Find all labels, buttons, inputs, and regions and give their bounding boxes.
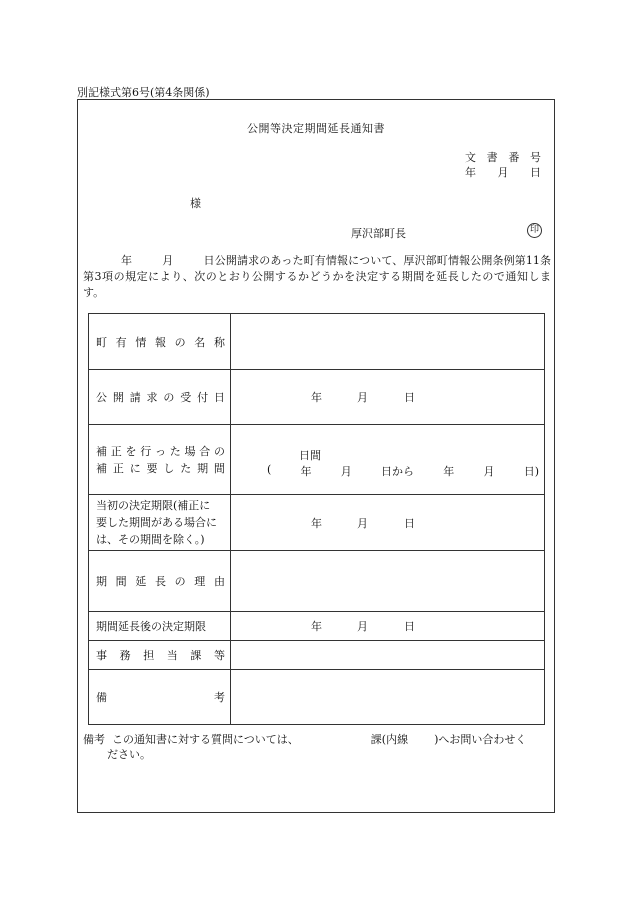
document-date-year: 年 [465,166,476,179]
label-char: 受 [180,391,192,404]
label-char: 延 [135,575,147,588]
label-char: 町 [96,335,107,349]
range-from-year: 年 [300,465,312,478]
details-table [88,313,545,725]
document-number-char: 番 [508,151,520,164]
footnote-text: この通知書に対する質問については、 [112,733,299,746]
document-title: 公開等決定期間延長通知書 [247,122,385,135]
label-char: 日 [213,391,225,404]
label-char: 考 [214,691,225,704]
label-char: た [180,461,192,475]
body-year: 年 [121,254,133,267]
date-day: 日 [404,391,415,404]
label-char: 期 [96,575,107,588]
label-char: 間 [213,461,225,475]
label-char: た [169,444,181,458]
label-char: 称 [213,335,225,349]
label-char: 務 [119,649,131,662]
label-text: 期間延長後の決定期限 [96,620,206,633]
date-day: 日 [404,620,415,633]
document-number-char: 号 [529,151,541,164]
body-text: 日公開請求のあった町有情報について、厚沢部町情報公開条例第11条第3項の規定により、次のとおり公開するかどうかを決定する期間を延長したので通知します。 [83,254,552,299]
label-char: っ [155,444,166,458]
table-row [89,641,545,670]
label-char: 期 [197,461,209,475]
label-char: 正 [112,461,124,475]
label-char: 間 [115,575,127,588]
date-month: 月 [357,620,368,633]
label-char: の [214,444,225,458]
request-received-label [89,370,231,425]
remarks-label [89,670,231,725]
label-char: 求 [146,391,158,404]
notice-form [77,99,555,813]
table-row [89,314,545,370]
label-char: 名 [194,335,206,349]
label-char: 情 [135,335,147,349]
range-to-month: 月 [483,465,495,478]
footnote-line [83,732,551,747]
label-char: 場 [184,444,196,458]
document-date-day: 日 [530,166,541,179]
footnote-line: ださい。 [107,748,151,761]
label-char: し [163,461,175,475]
extension-reason-label [89,551,231,612]
footnote-prefix: 備考 [83,733,105,746]
range-to-day: 日) [523,465,539,478]
date-year: 年 [311,391,322,404]
table-row [89,670,545,725]
label-char: に [129,461,141,475]
document-date-month: 月 [497,166,509,179]
label-char: 当 [166,649,178,662]
correction-period-label [89,425,231,495]
document-number-char: 文 [465,151,476,164]
document-number-char: 書 [486,151,498,164]
seal-mark: 印 [527,223,542,238]
label-char: 正 [110,444,122,458]
label-char: 合 [199,444,211,458]
label-char: 等 [213,649,225,662]
department-value[interactable] [231,641,545,670]
form-reference: 別記様式第6号(第4条関係) [77,86,210,99]
info-name-label [89,314,231,370]
info-name-value[interactable] [231,314,545,370]
label-char: 課 [190,649,202,662]
label-char: を [125,444,137,458]
department-label [89,641,231,670]
label-char: 由 [213,575,225,588]
initial-deadline-label [89,495,231,551]
addressee-honorific: 様 [190,197,201,210]
label-char: 備 [96,691,107,704]
correction-period-value[interactable] [231,425,545,495]
body-month: 月 [162,254,174,267]
extended-deadline-label [89,612,231,641]
date-year: 年 [311,516,322,530]
range-to-year: 年 [443,465,455,478]
label-char: 要 [146,461,158,475]
correction-days: 日間 [299,449,321,462]
request-received-date[interactable] [231,370,545,425]
label-line: 要した期間がある場合に [96,516,217,529]
label-char: 補 [96,444,107,458]
label-char: 補 [96,461,107,475]
label-char: 担 [143,649,155,662]
table-row [89,425,545,495]
label-char: 行 [140,444,152,458]
label-char: の [163,391,175,404]
label-char: 開 [112,391,124,404]
extension-reason-value[interactable] [231,551,545,612]
label-char: 理 [194,575,206,588]
label-line: は、その期間を除く。) [96,533,205,546]
initial-deadline-date[interactable] [231,495,545,551]
footnote-text: 課(内線 [370,733,409,746]
range-from-month: 月 [340,465,352,478]
notice-body [83,253,551,301]
label-char: 事 [96,649,107,662]
label-char: の [174,335,186,349]
date-month: 月 [357,391,368,404]
document-number-label [465,149,541,165]
label-char: 付 [197,391,209,404]
table-row [89,495,545,551]
document-date [465,164,541,180]
date-year: 年 [311,620,322,633]
label-char: 請 [129,391,141,404]
label-char: 報 [154,335,166,349]
label-char: 長 [154,575,166,588]
label-char: 有 [115,335,127,349]
date-month: 月 [357,516,368,530]
issuer-name: 厚沢部町長 [351,227,406,240]
footnote-text: )へお問い合わせく [434,733,527,746]
table-row [89,612,545,641]
range-from-day: 日から [381,465,414,478]
extended-deadline-date[interactable] [231,612,545,641]
footnote [83,732,551,762]
label-char: の [174,575,186,588]
table-row [89,370,545,425]
correction-date-range [267,463,539,479]
range-open-paren: ( [267,463,272,476]
date-day: 日 [404,516,415,530]
label-char: 公 [96,391,107,404]
label-line: 当初の決定期限(補正に [96,499,211,512]
table-row [89,551,545,612]
remarks-value[interactable] [231,670,545,725]
